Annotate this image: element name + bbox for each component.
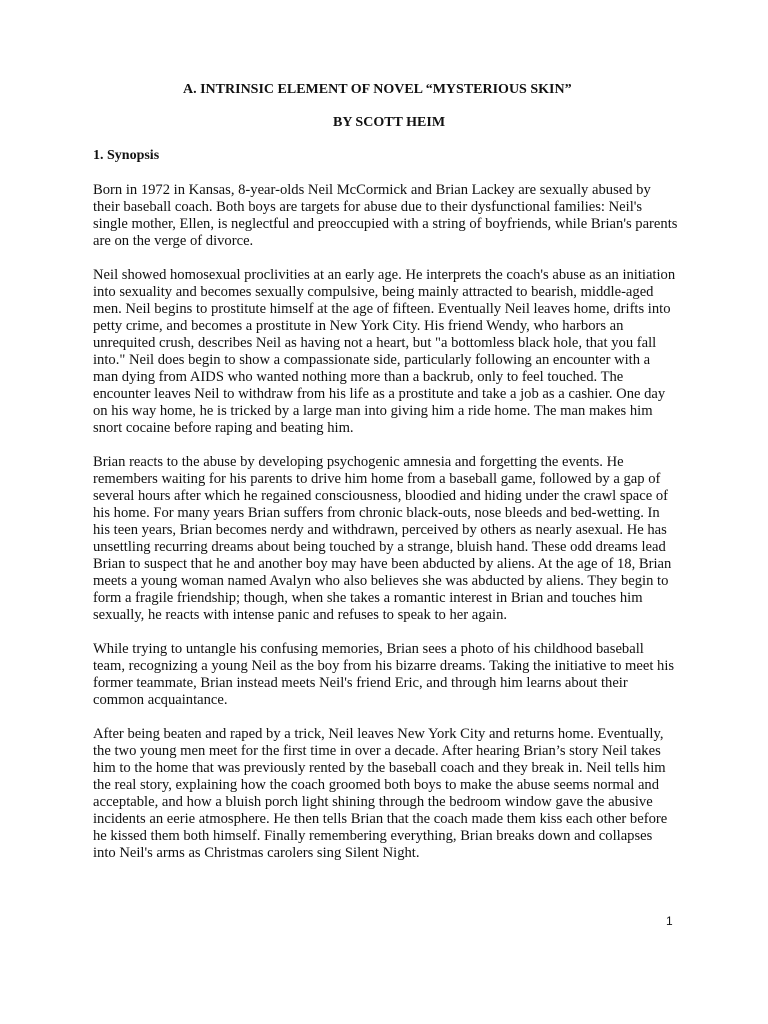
author-line: BY SCOTT HEIM xyxy=(333,115,446,130)
synopsis-paragraph-4: While trying to untangle his confusing memories, Brian sees a photo of his childhood baseball team, recognizing a young Neil as the boy from his bizarre dreams. Taking the initiative to meet his former teammate, Brian instead meets Neil's friend Eric, and through him learns about their common acquaintance. xyxy=(93,641,675,708)
page-number: 1 xyxy=(666,914,673,928)
document-body xyxy=(93,80,678,862)
section-heading-synopsis: 1. Synopsis xyxy=(93,148,160,163)
synopsis-paragraph-5: After being beaten and raped by a trick, Neil leaves New York City and returns home. Eventually, the two young men meet for the first time in over a decade. After hearing Brian’s story Neil takes him to the home that was previously rented by the baseball coach and they break in. Neil tells him the real story, explaining how the coach groomed both boys to make the abuse seems normal and acceptable, and how a bluish porch light shining through the bedroom window gave the abusive incidents an eerie atmosphere. He then tells Brian that the coach made them kiss each other before he kissed them both himself. Finally remembering everything, Brian breaks down and collapses into Neil's arms as Christmas carolers sing Silent Night. xyxy=(93,726,668,861)
synopsis-paragraph-3: Brian reacts to the abuse by developing psychogenic amnesia and forgetting the events. He remembers waiting for his parents to drive him home from a baseball game, followed by a gap of several hours after which he regained consciousness, bloodied and hiding under the crawl space of his home. For many years Brian suffers from chronic black-outs, nose bleeds and bed-wetting. In his teen years, Brian becomes nerdy and withdrawn, perceived by others as nearly asexual. He has unsettling recurring dreams about being touched by a strange, bluish hand. These odd dreams lead Brian to suspect that he and another boy may have been abducted by aliens. At the age of 18, Brian meets a young woman named Avalyn who also believes she was abducted by aliens. They begin to form a fragile friendship; though, when she takes a romantic interest in Brian and touches him sexually, he reacts with intense panic and refuses to speak to her again. xyxy=(93,454,672,623)
document-title: A. INTRINSIC ELEMENT OF NOVEL “MYSTERIOUS SKIN” xyxy=(183,82,572,97)
synopsis-paragraph-1: Born in 1972 in Kansas, 8-year-olds Neil McCormick and Brian Lackey are sexually abused by their baseball coach. Both boys are targets for abuse due to their dysfunctional families: Neil's single mother, Ellen, is neglectful and preoccupied with a string of boyfriends, while Brian's parents are on the verge of divorce. xyxy=(93,182,678,249)
synopsis-paragraph-2: Neil showed homosexual proclivities at an early age. He interprets the coach's abuse as an initiation into sexuality and becomes sexually compulsive, being mainly attracted to bearish, middle-aged men. Neil begins to prostitute himself at the age of fifteen. Eventually Neil leaves home, drifts into petty crime, and becomes a prostitute in New York City. His friend Wendy, who harbors an unrequited crush, describes Neil as having not a heart, but "a bottomless black hole, that you fall into." Neil does begin to show a compassionate side, particularly following an encounter with a man dying from AIDS who wanted nothing more than a backrub, only to feel touched. The encounter leaves Neil to withdraw from his life as a prostitute and take a job as a cashier. One day on his way home, he is tricked by a large man into giving him a ride home. The man makes him snort cocaine before raping and beating him. xyxy=(93,267,676,436)
